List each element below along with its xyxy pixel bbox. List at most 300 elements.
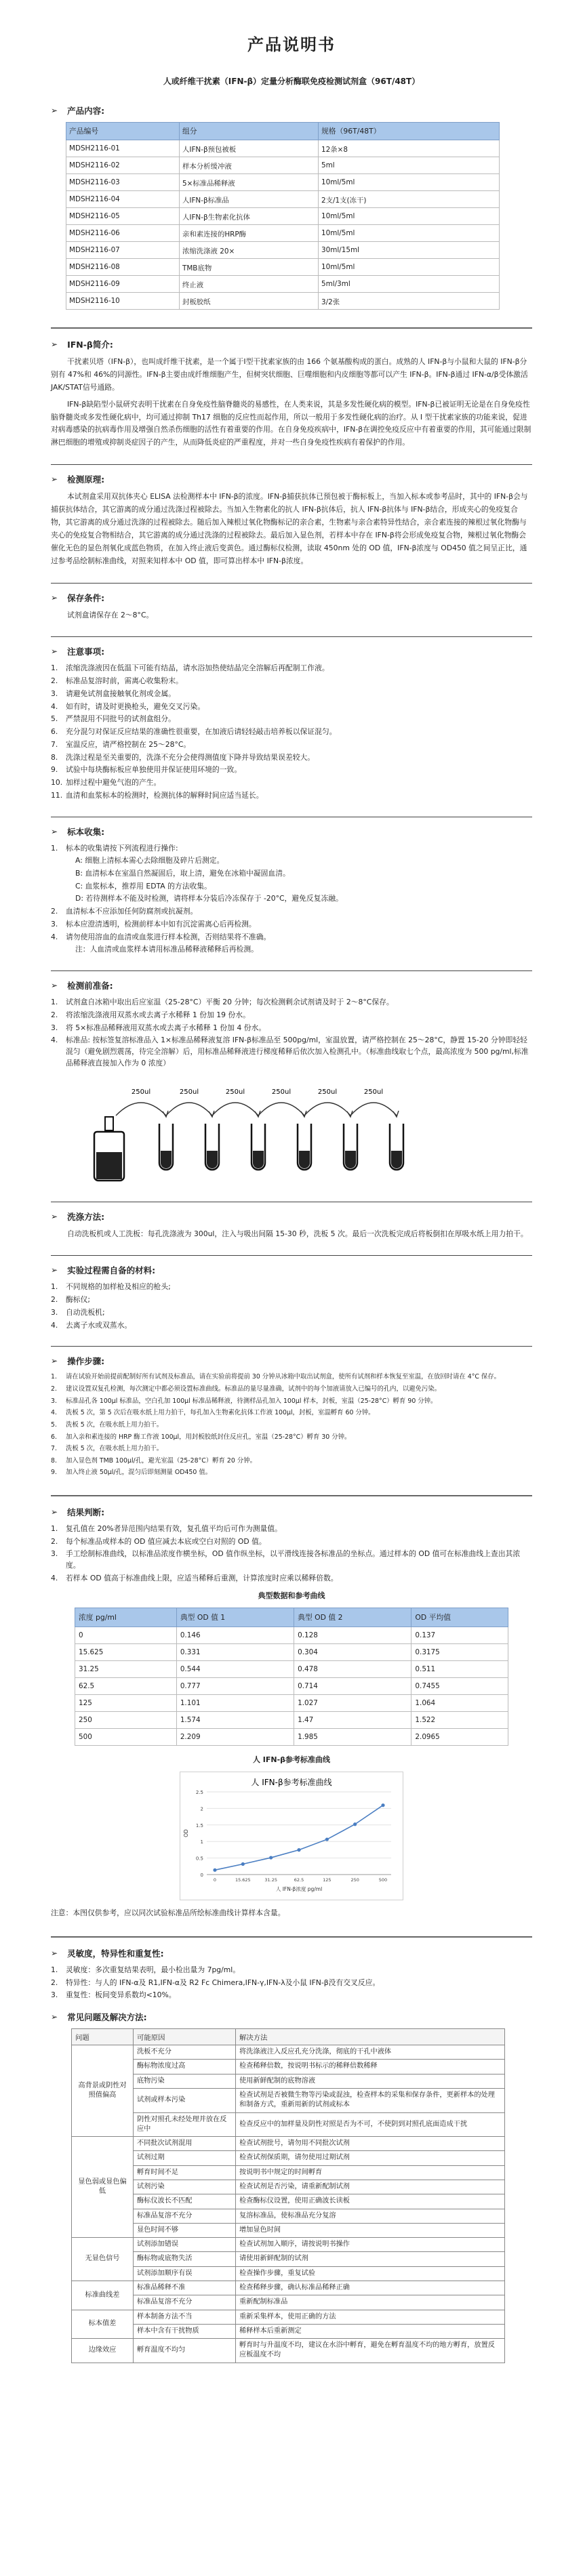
item-number: 8. bbox=[51, 752, 58, 762]
table-row bbox=[72, 2295, 505, 2310]
table-row bbox=[72, 2112, 505, 2137]
cause-cell: 标准品复溶不充分 bbox=[134, 2209, 236, 2223]
section-prep-heading: ➢ 检测前准备: bbox=[51, 970, 532, 991]
item-number: 6. bbox=[51, 727, 58, 737]
item-text: 若样本 OD 值高于标准曲线上限，应适当稀释后重测，计算浓度时应乘以稀释倍数。 bbox=[66, 1573, 338, 1582]
item-number: 1. bbox=[51, 1282, 58, 1292]
arrow-icon: ➢ bbox=[51, 1507, 58, 1517]
item-text: 如有时，请及时更换枪头，避免交叉污染。 bbox=[66, 701, 205, 711]
item-text: 标准品复溶时前，需离心收集粉末。 bbox=[66, 676, 183, 686]
table-cell: 10ml/5ml bbox=[319, 208, 500, 225]
y-tick-label: 0 bbox=[200, 1872, 203, 1878]
cause-cell: 洗板不充分 bbox=[134, 2045, 236, 2060]
table-row bbox=[66, 191, 500, 208]
y-axis-label: OD bbox=[183, 1828, 189, 1837]
column-header: 典型 OD 值 1 bbox=[176, 1608, 294, 1627]
list-item bbox=[51, 1320, 532, 1332]
table-row bbox=[66, 140, 500, 157]
item-text: 血清标本不应添加任何防腐剂或抗凝剂。 bbox=[66, 907, 198, 916]
arrow-icon: ➢ bbox=[51, 2012, 58, 2022]
list-item bbox=[51, 764, 532, 776]
arrow-icon: ➢ bbox=[51, 592, 58, 602]
cause-cell: 试剂污染 bbox=[134, 2180, 236, 2194]
item-number: 4. bbox=[51, 701, 58, 711]
cause-cell: 底物污染 bbox=[134, 2074, 236, 2088]
table-row bbox=[72, 2339, 505, 2363]
column-header: 组分 bbox=[180, 123, 319, 140]
item-number: 3. bbox=[51, 1023, 58, 1032]
table-cell: 0.478 bbox=[294, 1660, 411, 1677]
notes-list bbox=[51, 663, 532, 801]
table-cell: 封板胶纸 bbox=[180, 293, 319, 310]
table-cell: 亲和素连接的HRP酶 bbox=[180, 225, 319, 242]
table-cell: MDSH2116-07 bbox=[66, 242, 180, 259]
storage-text: 试剂盒请保存在 2～8°C。 bbox=[67, 610, 154, 619]
cause-cell: 试剂添加错误 bbox=[134, 2238, 236, 2252]
cause-cell: 酶标物浓度过高 bbox=[134, 2060, 236, 2074]
item-number: 4. bbox=[51, 1573, 58, 1582]
data-point bbox=[241, 1862, 245, 1866]
item-number bbox=[51, 868, 66, 880]
solution-cell: 检查稀释倍数，按说明书标示的稀释倍数稀释 bbox=[236, 2060, 505, 2074]
table-cell: 3/2张 bbox=[319, 293, 500, 310]
standard-curve-chart bbox=[180, 1772, 403, 1900]
section-results-heading: ➢ 结果判断: bbox=[51, 1495, 532, 1518]
table-row bbox=[66, 293, 500, 310]
table-row bbox=[66, 276, 500, 293]
item-text: D: 若待测样本不能及时检测，请将样本分装后冷冻保存于 -20°C，避免反复冻融。 bbox=[75, 894, 343, 903]
table-row bbox=[66, 242, 500, 259]
list-item bbox=[51, 1990, 532, 2001]
section-materials-heading: ➢ 实验过程需自备的材料: bbox=[51, 1255, 532, 1276]
solution-cell: 复溶标准品，使标准品充分复溶 bbox=[236, 2209, 505, 2223]
item-text: 加入亲和素连接的 HRP 酶工作液 100μl，用封板胶纸封住反应孔，室温（25-28°C）孵育 30 分钟。 bbox=[66, 1433, 351, 1441]
table-cell: 62.5 bbox=[75, 1677, 177, 1694]
table-cell: 30ml/15ml bbox=[319, 242, 500, 259]
transfer-arrow bbox=[166, 1103, 212, 1116]
item-number: 2. bbox=[51, 907, 58, 916]
list-item bbox=[51, 727, 532, 738]
item-text: 将浓缩洗涤液用双蒸水或去离子水稀释 1 份加 19 份水。 bbox=[66, 1010, 250, 1019]
item-text: 每个标准品或样本的 OD 值应减去本底或空白对照的 OD 值。 bbox=[66, 1536, 266, 1546]
cause-cell: 不同批次试剂混用 bbox=[134, 2137, 236, 2151]
solution-cell: 按说明书中规定的时间孵育 bbox=[236, 2165, 505, 2180]
table-cell: 2.209 bbox=[176, 1728, 294, 1745]
table-row bbox=[75, 1694, 508, 1711]
cause-cell: 阴性对照孔未经处理并放在反应中 bbox=[134, 2112, 236, 2137]
data-point bbox=[381, 1803, 384, 1807]
section-notes-heading: ➢ 注意事项: bbox=[51, 636, 532, 657]
table-header-row bbox=[72, 2029, 505, 2045]
table-row bbox=[75, 1627, 508, 1643]
cause-cell: 孵育时间不足 bbox=[134, 2165, 236, 2180]
data-point bbox=[297, 1848, 300, 1852]
table-cell: MDSH2116-04 bbox=[66, 191, 180, 208]
item-number: 2. bbox=[51, 1536, 58, 1546]
cause-cell: 样本中含有干扰物质 bbox=[134, 2324, 236, 2338]
list-item bbox=[51, 868, 532, 880]
item-number: 1. bbox=[51, 1965, 58, 1974]
x-tick-label: 500 bbox=[378, 1877, 388, 1883]
item-text: 酶标仪; bbox=[66, 1295, 91, 1305]
data-point bbox=[213, 1868, 216, 1871]
cause-cell: 显色时间不够 bbox=[134, 2223, 236, 2237]
item-number: 2. bbox=[51, 1295, 58, 1305]
item-text: 请勿使用溶血的血清或血浆进行样本检测，否则结果将不准确。 bbox=[66, 932, 271, 941]
list-item bbox=[51, 881, 532, 893]
tube-icon bbox=[252, 1124, 265, 1170]
tube-icon bbox=[390, 1124, 403, 1170]
item-text: 请在试验开始前提前配制好所有试剂及标准品，请在实验前将提前 30 分钟从冰箱中取出试剂盒，使所有试剂和样本恢复至室温，在放回时请在 4°C 保存。 bbox=[66, 1373, 501, 1381]
table-cell: 0.331 bbox=[176, 1643, 294, 1660]
item-number: 9. bbox=[51, 1469, 57, 1477]
cause-cell: 试剂或样本污染 bbox=[134, 2089, 236, 2113]
transfer-volume-label: 250ul bbox=[225, 1088, 245, 1096]
solution-cell: 增加显色时间 bbox=[236, 2223, 505, 2237]
item-text: 特异性：与人的 IFN-α及 R1,IFN-α及 R2 Fc Chimera,IFN-γ,IFN-λ及小鼠 IFN-β没有交叉反应。 bbox=[66, 1978, 380, 1987]
faq-table bbox=[71, 2028, 505, 2363]
list-item bbox=[51, 663, 532, 674]
item-text: 建议设置双复孔检测，每次测定中都必须设置标准曲线。标准品的量尽量准确，试剂中的每个加液请放入已编号的孔内，以避免污染。 bbox=[66, 1385, 441, 1393]
table-row bbox=[72, 2209, 505, 2223]
list-item bbox=[51, 1549, 532, 1571]
item-number: 4. bbox=[51, 1036, 58, 1045]
solution-cell: 使用新鲜配制的底物溶液 bbox=[236, 2074, 505, 2088]
solution-cell: 检查反应中的加样量及阴性对照是否为不可，不使阴到对照孔底面造成干扰 bbox=[236, 2112, 505, 2137]
list-item bbox=[51, 1035, 532, 1069]
cause-cell: 试剂过期 bbox=[134, 2151, 236, 2165]
section-wash-heading: ➢ 洗涤方法: bbox=[51, 1202, 532, 1223]
item-text: 标准品: 按标签复溶标准品入 1×标准品稀释液复溶 IFN-β标准品至 500pg/ml，室温放置，请严格控制在 25～28°C，静置 15-20 分钟即轻轻混匀（避免剧烈震荡，待完全溶解）后，用标准品稀释液进行梯度稀释后依次加入检测孔中。（标准曲线取七个点，最高浓度为 500 pg/ml,标准品稀释液直接加入作为 0 浓度） bbox=[66, 1036, 529, 1067]
item-number: 5. bbox=[51, 1420, 57, 1429]
section-sample-heading: ➢ 标本收集: bbox=[51, 817, 532, 838]
transfer-arrow bbox=[212, 1103, 258, 1116]
cause-cell: 孵育温度不均匀 bbox=[134, 2339, 236, 2363]
list-item bbox=[51, 739, 532, 751]
column-header: 解决方法 bbox=[236, 2029, 505, 2045]
cause-cell: 标准品稀释不准 bbox=[134, 2281, 236, 2295]
table-row bbox=[66, 174, 500, 191]
problem-cell: 高背景或阴性对照值偏高 bbox=[72, 2045, 134, 2137]
y-tick-label: 2 bbox=[200, 1806, 203, 1812]
chart-caption: 人 IFN-β参考标准曲线 bbox=[252, 1755, 331, 1764]
table-cell: MDSH2116-02 bbox=[66, 157, 180, 174]
item-text: 不同规格的加样枪及相应的枪头; bbox=[66, 1282, 171, 1292]
problem-cell: 边缘效应 bbox=[72, 2339, 134, 2363]
list-item bbox=[51, 1282, 532, 1293]
item-text: 洗涤过程是至关重要的，洗涤不充分会使得测值度下降并导致结果误差较大。 bbox=[66, 752, 315, 762]
table-cell: 人IFN-β标准品 bbox=[180, 191, 319, 208]
cause-cell: 试剂添加顺序有误 bbox=[134, 2266, 236, 2281]
arrow-icon: ➢ bbox=[51, 474, 58, 485]
list-item bbox=[51, 689, 532, 700]
item-text: 洗板 5 次，第 5 次后在吸水纸上用力拍干，每孔加入生物素化抗体工作液 100μl，封板，室温孵育 60 分钟。 bbox=[66, 1409, 375, 1417]
x-tick-label: 125 bbox=[323, 1877, 331, 1883]
problem-cell: 标准曲线差 bbox=[72, 2281, 134, 2310]
item-number bbox=[51, 855, 66, 867]
solution-cell: 检查试剂是否污染，请重新配制试剂 bbox=[236, 2180, 505, 2194]
item-number: 7. bbox=[51, 1445, 57, 1453]
table-cell: 12条×8 bbox=[319, 140, 500, 157]
transfer-arrow bbox=[350, 1103, 397, 1116]
arrow-icon: ➢ bbox=[51, 981, 58, 991]
table-row bbox=[72, 2310, 505, 2324]
list-item bbox=[51, 893, 532, 905]
table-cell: MDSH2116-01 bbox=[66, 140, 180, 157]
arrow-icon: ➢ bbox=[51, 647, 58, 657]
list-item bbox=[51, 790, 532, 802]
typical-data-table bbox=[75, 1608, 508, 1746]
list-item bbox=[51, 997, 532, 1008]
item-text: 血清和血浆标本的检测时，检测抗体的解释时间应适当延长。 bbox=[66, 790, 264, 800]
typical-data-caption: 典型数据和参考曲线 bbox=[258, 1591, 325, 1600]
item-number: 3. bbox=[51, 1397, 57, 1405]
cause-cell: 酶标物或底物失活 bbox=[134, 2252, 236, 2266]
table-cell: 0 bbox=[75, 1627, 177, 1643]
column-header: OD 平均值 bbox=[411, 1608, 508, 1627]
item-text: 灵敏度：多次重复结果表明，最小检出量为 7pg/ml。 bbox=[66, 1965, 241, 1974]
chart-container bbox=[51, 1772, 532, 1900]
dilution-diagram bbox=[78, 1076, 532, 1187]
table-cell: 2.0965 bbox=[411, 1728, 508, 1745]
solution-cell: 检查试剂加入顺序，请按说明书操作 bbox=[236, 2238, 505, 2252]
item-number: 2. bbox=[51, 1385, 57, 1393]
data-point bbox=[353, 1822, 357, 1826]
table-cell: 10ml/5ml bbox=[319, 225, 500, 242]
list-item bbox=[51, 1010, 532, 1021]
table-cell: 人IFN-β预包被板 bbox=[180, 140, 319, 157]
list-item bbox=[51, 1397, 532, 1406]
transfer-arrow bbox=[116, 1103, 166, 1116]
item-number: 7. bbox=[51, 739, 58, 749]
cause-cell: 标准品复溶不充分 bbox=[134, 2295, 236, 2310]
table-cell: 5×标准品稀释液 bbox=[180, 174, 319, 191]
arrow-icon: ➢ bbox=[51, 1356, 58, 1366]
list-item bbox=[51, 777, 532, 789]
data-point bbox=[325, 1837, 329, 1841]
table-cell: 1.064 bbox=[411, 1694, 508, 1711]
solution-cell: 检查稀释步骤，确认标准品稀释正确 bbox=[236, 2281, 505, 2295]
table-cell: 样本分析缓冲液 bbox=[180, 157, 319, 174]
item-number: 3. bbox=[51, 919, 58, 928]
y-tick-label: 1 bbox=[200, 1839, 203, 1845]
table-cell: 1.47 bbox=[294, 1711, 411, 1728]
problem-cell: 无显色信号 bbox=[72, 2238, 134, 2281]
item-text: 洗板 5 次，在吸水纸上用力拍干。 bbox=[66, 1420, 163, 1429]
table-cell: 1.101 bbox=[176, 1694, 294, 1711]
column-header: 产品编号 bbox=[66, 123, 180, 140]
arrow-icon: ➢ bbox=[51, 1948, 58, 1958]
intro-paragraph: 干扰素贝塔（IFN-β），也叫成纤维干扰素，是一个属于I型干扰素家族的由 166 个氨基酸构成的蛋白。成熟的人 IFN-β与小鼠和大鼠的 IFN-β分别有 47%和 46%的同源性。IFN-β主要由成纤维细胞产生，但树突状细胞、巨噬细胞和内皮细胞等都可以产生 IFN-β。IFN-β通过 IFN-α/β受体激活 JAK/STAT信号通路。 bbox=[51, 357, 528, 392]
column-header: 可能原因 bbox=[134, 2029, 236, 2045]
item-text: 请避免试剂盒接触氧化剂或金属。 bbox=[66, 689, 176, 698]
section-intro-heading: ➢ IFN-β简介: bbox=[51, 327, 532, 350]
typical-data-body bbox=[75, 1627, 508, 1745]
item-text: 加入终止液 50μl/孔，混匀后即刻测量 OD450 值。 bbox=[66, 1469, 212, 1477]
item-text: 浓缩洗涤液因在低温下可能有结晶，请水浴加热使结晶完全溶解后再配制工作液。 bbox=[66, 663, 329, 673]
item-number: 2. bbox=[51, 676, 58, 686]
chart-note: 注意：本图仅供参考，应以同次试验标准品所绘标准曲线计算样本含量。 bbox=[51, 1908, 285, 1917]
table-cell: 125 bbox=[75, 1694, 177, 1711]
item-number: 8. bbox=[51, 1456, 57, 1465]
table-row bbox=[72, 2165, 505, 2180]
contents-table bbox=[66, 122, 500, 310]
table-row bbox=[66, 225, 500, 242]
table-cell: MDSH2116-05 bbox=[66, 208, 180, 225]
table-cell: 5ml/3ml bbox=[319, 276, 500, 293]
table-row bbox=[72, 2045, 505, 2060]
item-text: 标准品孔各 100μl 标准品，空白孔加 100μl 标准品稀释液，待测样品孔加入 100μl 样本，封板，室温（25-28°C）孵育 90 分钟。 bbox=[66, 1397, 437, 1405]
faq-table-body bbox=[72, 2045, 505, 2363]
table-row bbox=[72, 2223, 505, 2237]
table-cell: 0.137 bbox=[411, 1627, 508, 1643]
table-cell: 人IFN-β生物素化抗体 bbox=[180, 208, 319, 225]
item-number: 11. bbox=[51, 790, 63, 800]
table-cell: MDSH2116-10 bbox=[66, 293, 180, 310]
table-cell: 0.511 bbox=[411, 1660, 508, 1677]
item-number bbox=[51, 893, 66, 905]
table-cell: 10ml/5ml bbox=[319, 259, 500, 276]
list-item bbox=[51, 855, 532, 867]
cause-cell: 酶标仪波长不匹配 bbox=[134, 2194, 236, 2209]
problem-cell: 显色弱或显色偏低 bbox=[72, 2137, 134, 2238]
item-number: 2. bbox=[51, 1010, 58, 1019]
table-row bbox=[75, 1677, 508, 1694]
item-text: 将 5×标准品稀释液用双蒸水或去离子水稀释 1 份加 4 份水。 bbox=[66, 1023, 266, 1032]
item-text: 自动洗板机; bbox=[66, 1307, 105, 1317]
table-cell: 0.146 bbox=[176, 1627, 294, 1643]
transfer-volume-label: 250ul bbox=[179, 1088, 199, 1096]
item-number: 4. bbox=[51, 1320, 58, 1330]
item-number: 4. bbox=[51, 932, 58, 941]
procedure-list bbox=[51, 1372, 532, 1477]
section-storage-heading: ➢ 保存条件: bbox=[51, 583, 532, 604]
item-number: 1. bbox=[51, 843, 58, 853]
list-item bbox=[51, 714, 532, 725]
table-cell: 0.128 bbox=[294, 1627, 411, 1643]
column-header: 典型 OD 值 2 bbox=[294, 1608, 411, 1627]
arrow-icon: ➢ bbox=[51, 1211, 58, 1221]
list-item bbox=[51, 752, 532, 764]
transfer-arrow bbox=[258, 1103, 304, 1116]
item-number: 3. bbox=[51, 689, 58, 698]
solution-cell: 检查操作步骤，重复试验 bbox=[236, 2266, 505, 2281]
table-cell: MDSH2116-03 bbox=[66, 174, 180, 191]
table-row bbox=[72, 2137, 505, 2151]
page-subtitle: 人或纤维干扰素（IFN-β）定量分析酶联免疫检测试剂盒（96T/48T） bbox=[163, 77, 420, 86]
table-cell: 0.777 bbox=[176, 1677, 294, 1694]
list-item bbox=[51, 1372, 532, 1382]
solution-cell: 检查试剂保质期，请勿使用过期试剂 bbox=[236, 2151, 505, 2165]
arrow-head-icon bbox=[393, 1111, 399, 1117]
item-number: 9. bbox=[51, 765, 58, 775]
table-row bbox=[72, 2151, 505, 2165]
table-row bbox=[72, 2252, 505, 2266]
item-number: 3. bbox=[51, 1307, 58, 1317]
item-number: 4. bbox=[51, 1409, 57, 1417]
x-tick-label: 62.5 bbox=[294, 1877, 304, 1883]
item-number: 6. bbox=[51, 1433, 57, 1441]
prep-list bbox=[51, 997, 532, 1069]
item-number bbox=[51, 881, 66, 893]
table-cell: 31.25 bbox=[75, 1660, 177, 1677]
table-row bbox=[75, 1728, 508, 1745]
item-text: 手工绘制标准曲线，以标准品浓度作横坐标，OD 值作纵坐标，以平滑线连接各标准品的坐标点。通过样本的 OD 值可在标准曲线上查出其浓度。 bbox=[66, 1549, 521, 1570]
solution-cell: 重新采集样本，使用正确的方法 bbox=[236, 2310, 505, 2324]
section-sensitivity-heading: ➢ 灵敏度，特异性和重复性: bbox=[51, 1936, 532, 1959]
item-text: 试剂盒自冰箱中取出后应室温（25-28°C）平衡 20 分钟；每次检测剩余试剂请及时于 2～8°C保存。 bbox=[66, 998, 394, 1007]
list-item bbox=[51, 1433, 532, 1442]
list-item bbox=[51, 1524, 532, 1535]
list-item bbox=[51, 919, 532, 931]
item-text: 标本的收集请按下列流程进行操作: bbox=[66, 843, 178, 853]
page-title: 产品说明书 bbox=[247, 35, 336, 54]
x-tick-label: 250 bbox=[350, 1877, 359, 1883]
solution-cell: 检查试剂是否被微生物等污染或混浊，检查样本的采集和保存条件，更新样本的处理和制备方式，重新用新的试剂或标本 bbox=[236, 2089, 505, 2113]
sample-list bbox=[51, 843, 532, 956]
item-number: 1. bbox=[51, 1524, 58, 1534]
list-item bbox=[51, 1573, 532, 1585]
table-cell: MDSH2116-09 bbox=[66, 276, 180, 293]
list-item bbox=[51, 1023, 532, 1034]
item-number: 2. bbox=[51, 1978, 58, 1987]
section-contents-heading: ➢ 产品内容: bbox=[51, 106, 105, 116]
table-cell: 15.625 bbox=[75, 1643, 177, 1660]
column-header: 规格（96T/48T） bbox=[319, 123, 500, 140]
sensitivity-list bbox=[51, 1965, 532, 2001]
dilution-figure bbox=[78, 1076, 458, 1185]
list-item bbox=[51, 906, 532, 918]
contents-table-body bbox=[66, 140, 500, 310]
solution-cell: 稀释样本后重新测定 bbox=[236, 2324, 505, 2338]
list-item bbox=[51, 1444, 532, 1454]
list-item bbox=[51, 1468, 532, 1477]
table-cell: 10ml/5ml bbox=[319, 174, 500, 191]
arrow-icon: ➢ bbox=[51, 340, 58, 349]
y-tick-label: 1.5 bbox=[195, 1822, 203, 1828]
wash-text: 自动洗板机或人工洗板：每孔洗涤液为 300ul，注入与吸出间隔 15-30 秒，洗板 5 次。最后一次洗板完成后将板倒扣在厚吸水纸上用力拍干。 bbox=[67, 1229, 528, 1238]
table-cell: MDSH2116-06 bbox=[66, 225, 180, 242]
tube-icon bbox=[159, 1124, 173, 1170]
table-cell: 2支/1支(冻干) bbox=[319, 191, 500, 208]
table-cell: 0.304 bbox=[294, 1643, 411, 1660]
x-axis-label: 人 IFN-β浓度 pg/ml bbox=[275, 1885, 323, 1892]
list-item bbox=[51, 932, 532, 943]
intro-paragraph: IFN-β缺陷型小鼠研究表明干扰素在自身免疫性脑脊髓炎的易感性，在人类来说，其是多发性硬化病的模型。IFN-β已被证明无论是在自身免疫性脑脊髓炎或多发性硬化病中，均可通过抑制 Th17 细胞的反应性而起作用，所以一般用于多发性硬化病的治疗。从 I 型干扰素家族的功能来说，促进对病毒感染的抗病毒作用及增强自然杀伤细胞的活性有着重要的作用。在自身免疫疾病中，IFN-β在调控免疫反应中有着重要的作用，其可能通过限制淋巴细胞的增殖或抑制炎症因子的产生，从而降低炎症的严重程度，并对一些自身免疫性疾病有着保护的作用。 bbox=[51, 399, 531, 447]
item-text: 严禁混用不同批号的试剂盒组分。 bbox=[66, 714, 176, 724]
x-tick-label: 31.25 bbox=[264, 1877, 277, 1883]
table-cell: 1.574 bbox=[176, 1711, 294, 1728]
table-row bbox=[75, 1660, 508, 1677]
section-procedure-heading: ➢ 操作步骤: bbox=[51, 1346, 532, 1367]
column-header: 浓度 pg/ml bbox=[75, 1608, 177, 1627]
item-number: 1. bbox=[51, 1373, 57, 1381]
item-text: 洗板 5 次，在吸水纸上用力拍干。 bbox=[66, 1445, 163, 1453]
materials-list bbox=[51, 1282, 532, 1331]
item-text: 加入显色剂 TMB 100μl/孔，避光室温（25-28°C）孵育 20 分钟。 bbox=[66, 1456, 256, 1465]
table-cell: 1.027 bbox=[294, 1694, 411, 1711]
section-faq-heading: ➢ 常见问题及解决方法: bbox=[51, 2012, 147, 2023]
data-point bbox=[269, 1856, 273, 1859]
list-item bbox=[51, 1307, 532, 1319]
x-tick-label: 15.625 bbox=[235, 1877, 251, 1883]
list-item bbox=[51, 1420, 532, 1430]
table-cell: 250 bbox=[75, 1711, 177, 1728]
principle-paragraph: 本试剂盒采用双抗体夹心 ELISA 法检测样本中 IFN-β的浓度。IFN-β捕获抗体已预包被于酶标板上，当加入标本或参考品时，其中的 IFN-β会与捕获抗体结合，其它游离的成分通过洗涤过程被除去。当加入生物素化的抗人 IFN-β抗体后，抗人 IFN-β抗体与 IFN-β结合，形成夹心的免疫复合物，其它游离的成分通过洗涤的过程被除去。随后加入辣根过氧化物酶标记的亲合素，生物素与亲合素特异性结合，亲合素连接的辣根过氧化物酶与夹心的免疫复合物相结合，其它游离的成分通过洗涤的过程被除去。最后加入显色剂，若样本中存在 IFN-β将会形成免疫复合物，辣根过氧化物酶会催化无色的显色剂氧化成蓝色物质，在加入终止液后变黄色。通过酶标仪检测，读取 450nm 处的 OD 值，IFN-β浓度与 OD450 值之间呈正比，通过参考品绘制标准曲线，对照来知样本中 OD 值，即可算出样本中 IFN-β浓度。 bbox=[51, 492, 528, 565]
column-header: 问题 bbox=[72, 2029, 134, 2045]
list-item bbox=[51, 1978, 532, 1989]
table-cell: 终止液 bbox=[180, 276, 319, 293]
